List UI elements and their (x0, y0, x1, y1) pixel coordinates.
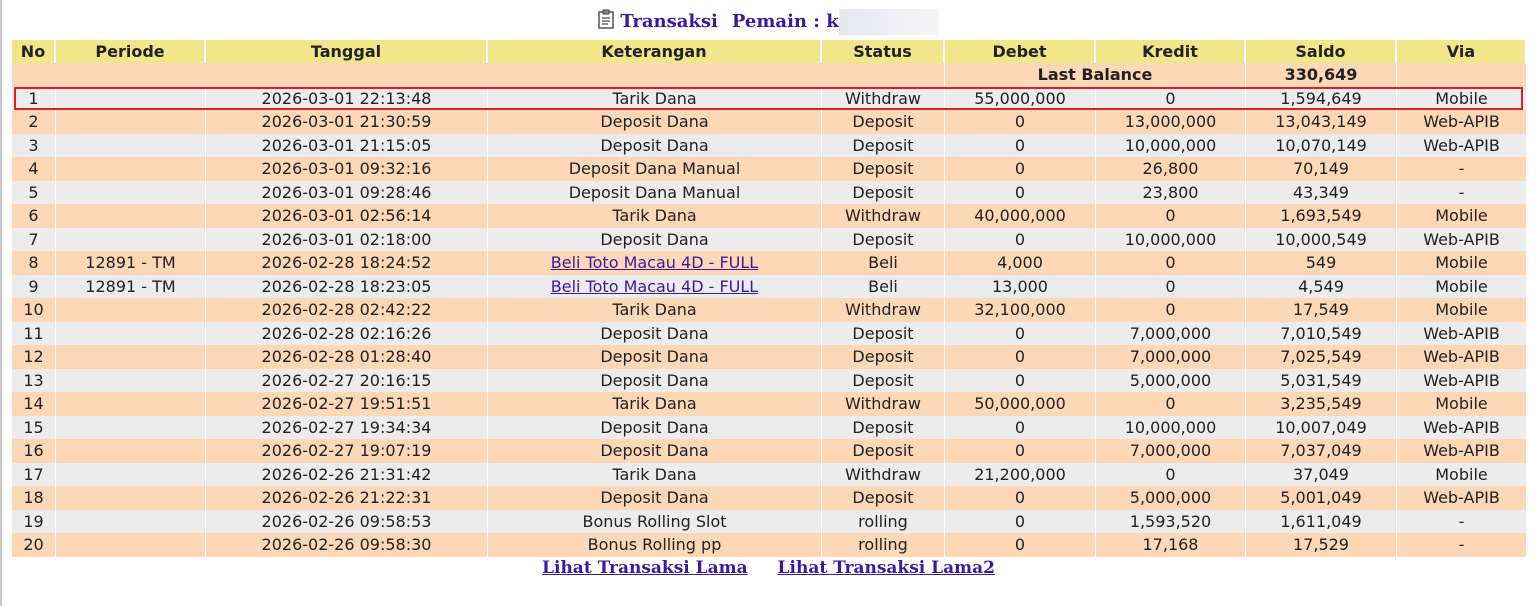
row-periode (56, 204, 206, 228)
row-number: 17 (12, 463, 56, 487)
row-tanggal: 2026-02-28 02:42:22 (206, 298, 488, 322)
row-saldo: 17,529 (1246, 533, 1397, 557)
row-status: rolling (822, 533, 945, 557)
row-kredit: 7,000,000 (1096, 322, 1246, 346)
row-tanggal: 2026-02-27 19:34:34 (206, 416, 488, 440)
row-tanggal: 2026-02-26 21:22:31 (206, 486, 488, 510)
column-header: Saldo (1246, 40, 1397, 63)
row-number: 16 (12, 439, 56, 463)
row-status: Deposit (822, 157, 945, 181)
row-saldo: 5,031,549 (1246, 369, 1397, 393)
row-number: 19 (12, 510, 56, 534)
left-border (0, 0, 2, 606)
row-kredit: 7,000,000 (1096, 345, 1246, 369)
row-kredit: 7,000,000 (1096, 439, 1246, 463)
row-keterangan: Deposit Dana (488, 369, 822, 393)
row-kredit: 10,000,000 (1096, 134, 1246, 158)
row-debet: 50,000,000 (945, 392, 1096, 416)
row-keterangan (488, 275, 822, 299)
row-via: Mobile (1397, 275, 1527, 299)
row-kredit: 0 (1096, 463, 1246, 487)
row-saldo: 4,549 (1246, 275, 1397, 299)
row-via: Web-APIB (1397, 134, 1527, 158)
row-debet: 0 (945, 345, 1096, 369)
redacted-name (839, 9, 939, 35)
row-saldo: 70,149 (1246, 157, 1397, 181)
table-row (12, 275, 1527, 299)
row-keterangan: Tarik Dana (488, 298, 822, 322)
table-row (12, 392, 1527, 416)
row-keterangan: Deposit Dana (488, 110, 822, 134)
row-tanggal: 2026-03-01 22:13:48 (206, 87, 488, 111)
row-number: 1 (12, 87, 56, 111)
last-balance-label: Last Balance (945, 63, 1246, 87)
row-debet: 0 (945, 533, 1096, 557)
row-status: Withdraw (822, 298, 945, 322)
row-kredit: 0 (1096, 251, 1246, 275)
row-debet: 0 (945, 322, 1096, 346)
old-transactions-link-2[interactable]: Lihat Transaksi Lama2 (777, 558, 995, 578)
row-saldo: 549 (1246, 251, 1397, 275)
column-header: No (12, 40, 56, 63)
page-title (0, 8, 1537, 38)
row-debet: 40,000,000 (945, 204, 1096, 228)
row-tanggal: 2026-03-01 09:28:46 (206, 181, 488, 205)
row-via: Mobile (1397, 392, 1527, 416)
row-status: Deposit (822, 345, 945, 369)
row-kredit: 0 (1096, 298, 1246, 322)
row-periode (56, 392, 206, 416)
row-periode: 12891 - TM (56, 275, 206, 299)
row-periode (56, 181, 206, 205)
column-header: Via (1397, 40, 1527, 63)
row-keterangan: Tarik Dana (488, 392, 822, 416)
table-row (12, 486, 1527, 510)
row-number: 20 (12, 533, 56, 557)
row-kredit: 5,000,000 (1096, 369, 1246, 393)
row-keterangan: Tarik Dana (488, 87, 822, 111)
row-keterangan: Deposit Dana (488, 486, 822, 510)
row-debet: 0 (945, 228, 1096, 252)
table-row (12, 510, 1527, 534)
row-debet: 0 (945, 510, 1096, 534)
row-keterangan: Deposit Dana (488, 416, 822, 440)
keterangan-link[interactable]: Beli Toto Macau 4D - FULL (550, 276, 759, 296)
row-keterangan: Bonus Rolling pp (488, 533, 822, 557)
row-status: Deposit (822, 486, 945, 510)
row-status: Withdraw (822, 87, 945, 111)
table-row (12, 204, 1527, 228)
row-saldo: 3,235,549 (1246, 392, 1397, 416)
row-via: Mobile (1397, 251, 1527, 275)
row-debet: 0 (945, 369, 1096, 393)
table-row (12, 134, 1527, 158)
table-header-row (12, 40, 1527, 63)
row-number: 14 (12, 392, 56, 416)
row-number: 13 (12, 369, 56, 393)
row-status: Withdraw (822, 204, 945, 228)
table-row (12, 439, 1527, 463)
row-number: 8 (12, 251, 56, 275)
row-periode (56, 416, 206, 440)
row-periode (56, 134, 206, 158)
row-status: Deposit (822, 439, 945, 463)
table-row (12, 369, 1527, 393)
row-number: 15 (12, 416, 56, 440)
row-tanggal: 2026-02-26 09:58:53 (206, 510, 488, 534)
row-number: 12 (12, 345, 56, 369)
row-periode (56, 298, 206, 322)
row-keterangan: Deposit Dana (488, 134, 822, 158)
column-header: Kredit (1096, 40, 1246, 63)
row-saldo: 5,001,049 (1246, 486, 1397, 510)
table-row (12, 251, 1527, 275)
row-via: Web-APIB (1397, 322, 1527, 346)
table-row (12, 157, 1527, 181)
row-via: Mobile (1397, 463, 1527, 487)
column-header: Periode (56, 40, 206, 63)
row-via: Mobile (1397, 87, 1527, 111)
title-text: Transaksi (620, 11, 718, 32)
table-row (12, 322, 1527, 346)
row-kredit: 26,800 (1096, 157, 1246, 181)
row-debet: 55,000,000 (945, 87, 1096, 111)
row-via: Web-APIB (1397, 345, 1527, 369)
row-debet: 21,200,000 (945, 463, 1096, 487)
row-saldo: 37,049 (1246, 463, 1397, 487)
row-via: - (1397, 533, 1527, 557)
row-kredit: 13,000,000 (1096, 110, 1246, 134)
row-tanggal: 2026-03-01 02:56:14 (206, 204, 488, 228)
row-kredit: 0 (1096, 392, 1246, 416)
row-tanggal: 2026-02-26 21:31:42 (206, 463, 488, 487)
row-periode (56, 228, 206, 252)
row-tanggal: 2026-03-01 02:18:00 (206, 228, 488, 252)
row-status: Deposit (822, 110, 945, 134)
row-keterangan: Deposit Dana (488, 322, 822, 346)
row-debet: 32,100,000 (945, 298, 1096, 322)
row-saldo: 43,349 (1246, 181, 1397, 205)
row-kredit: 5,000,000 (1096, 486, 1246, 510)
row-via: Web-APIB (1397, 416, 1527, 440)
row-via: Mobile (1397, 204, 1527, 228)
row-keterangan: Deposit Dana Manual (488, 157, 822, 181)
column-header: Status (822, 40, 945, 63)
row-periode (56, 486, 206, 510)
row-debet: 0 (945, 134, 1096, 158)
row-number: 18 (12, 486, 56, 510)
row-via: Web-APIB (1397, 228, 1527, 252)
table-row (12, 228, 1527, 252)
footer-links (0, 558, 1537, 578)
table-row (12, 87, 1527, 111)
row-periode (56, 157, 206, 181)
row-saldo: 13,043,149 (1246, 110, 1397, 134)
row-saldo: 1,693,549 (1246, 204, 1397, 228)
last-balance-row (12, 63, 1527, 87)
row-number: 2 (12, 110, 56, 134)
row-status: Deposit (822, 369, 945, 393)
row-status: Deposit (822, 181, 945, 205)
row-saldo: 7,037,049 (1246, 439, 1397, 463)
row-tanggal: 2026-02-27 19:07:19 (206, 439, 488, 463)
row-kredit: 23,800 (1096, 181, 1246, 205)
row-keterangan: Deposit Dana (488, 228, 822, 252)
row-debet: 4,000 (945, 251, 1096, 275)
row-via: Mobile (1397, 298, 1527, 322)
row-number: 7 (12, 228, 56, 252)
column-header: Keterangan (488, 40, 822, 63)
row-debet: 0 (945, 416, 1096, 440)
row-status: rolling (822, 510, 945, 534)
row-periode (56, 463, 206, 487)
row-kredit: 0 (1096, 204, 1246, 228)
row-debet: 0 (945, 486, 1096, 510)
column-header: Debet (945, 40, 1096, 63)
row-status: Deposit (822, 228, 945, 252)
column-header: Tanggal (206, 40, 488, 63)
row-tanggal: 2026-03-01 21:15:05 (206, 134, 488, 158)
row-number: 3 (12, 134, 56, 158)
table-row (12, 416, 1527, 440)
row-kredit: 1,593,520 (1096, 510, 1246, 534)
row-periode (56, 369, 206, 393)
row-via: - (1397, 510, 1527, 534)
row-status: Beli (822, 251, 945, 275)
table-row (12, 533, 1527, 557)
row-tanggal: 2026-03-01 21:30:59 (206, 110, 488, 134)
row-periode (56, 87, 206, 111)
row-debet: 0 (945, 157, 1096, 181)
row-saldo: 10,070,149 (1246, 134, 1397, 158)
row-tanggal: 2026-02-27 20:16:15 (206, 369, 488, 393)
row-via: Web-APIB (1397, 439, 1527, 463)
row-tanggal: 2026-02-28 18:24:52 (206, 251, 488, 275)
table-row (12, 345, 1527, 369)
transaction-table (12, 40, 1527, 557)
row-saldo: 10,000,549 (1246, 228, 1397, 252)
row-kredit: 0 (1096, 275, 1246, 299)
row-tanggal: 2026-02-26 09:58:30 (206, 533, 488, 557)
last-balance-value: 330,649 (1246, 63, 1397, 87)
row-via: Web-APIB (1397, 369, 1527, 393)
row-status: Deposit (822, 134, 945, 158)
row-via: - (1397, 157, 1527, 181)
row-periode (56, 533, 206, 557)
row-keterangan: Deposit Dana (488, 345, 822, 369)
row-number: 4 (12, 157, 56, 181)
row-tanggal: 2026-02-27 19:51:51 (206, 392, 488, 416)
row-status: Deposit (822, 322, 945, 346)
row-debet: 0 (945, 110, 1096, 134)
row-saldo: 1,594,649 (1246, 87, 1397, 111)
row-periode (56, 322, 206, 346)
table-row (12, 181, 1527, 205)
row-saldo: 7,010,549 (1246, 322, 1397, 346)
row-kredit: 10,000,000 (1096, 228, 1246, 252)
row-keterangan: Deposit Dana (488, 439, 822, 463)
row-tanggal: 2026-03-01 09:32:16 (206, 157, 488, 181)
row-saldo: 10,007,049 (1246, 416, 1397, 440)
row-keterangan: Tarik Dana (488, 204, 822, 228)
old-transactions-link[interactable]: Lihat Transaksi Lama (542, 558, 748, 578)
row-periode: 12891 - TM (56, 251, 206, 275)
keterangan-link[interactable]: Beli Toto Macau 4D - FULL (550, 253, 759, 273)
row-debet: 0 (945, 439, 1096, 463)
row-tanggal: 2026-02-28 18:23:05 (206, 275, 488, 299)
row-periode (56, 510, 206, 534)
row-number: 9 (12, 275, 56, 299)
row-tanggal: 2026-02-28 02:16:26 (206, 322, 488, 346)
table-row (12, 298, 1527, 322)
row-keterangan: Bonus Rolling Slot (488, 510, 822, 534)
row-number: 6 (12, 204, 56, 228)
row-debet: 13,000 (945, 275, 1096, 299)
row-via: Web-APIB (1397, 110, 1527, 134)
table-row (12, 463, 1527, 487)
row-saldo: 7,025,549 (1246, 345, 1397, 369)
table-row (12, 110, 1527, 134)
row-keterangan: Deposit Dana Manual (488, 181, 822, 205)
row-kredit: 17,168 (1096, 533, 1246, 557)
row-tanggal: 2026-02-28 01:28:40 (206, 345, 488, 369)
row-via: Web-APIB (1397, 486, 1527, 510)
row-status: Withdraw (822, 392, 945, 416)
row-debet: 0 (945, 181, 1096, 205)
row-kredit: 10,000,000 (1096, 416, 1246, 440)
row-periode (56, 345, 206, 369)
row-number: 10 (12, 298, 56, 322)
clipboard-icon (598, 9, 614, 38)
row-via: - (1397, 181, 1527, 205)
row-saldo: 17,549 (1246, 298, 1397, 322)
row-status: Deposit (822, 416, 945, 440)
row-status: Beli (822, 275, 945, 299)
player-label: Pemain : k (731, 11, 839, 32)
row-keterangan (488, 251, 822, 275)
row-status: Withdraw (822, 463, 945, 487)
row-saldo: 1,611,049 (1246, 510, 1397, 534)
row-kredit: 0 (1096, 87, 1246, 111)
row-periode (56, 110, 206, 134)
row-number: 5 (12, 181, 56, 205)
row-number: 11 (12, 322, 56, 346)
row-keterangan: Tarik Dana (488, 463, 822, 487)
row-periode (56, 439, 206, 463)
